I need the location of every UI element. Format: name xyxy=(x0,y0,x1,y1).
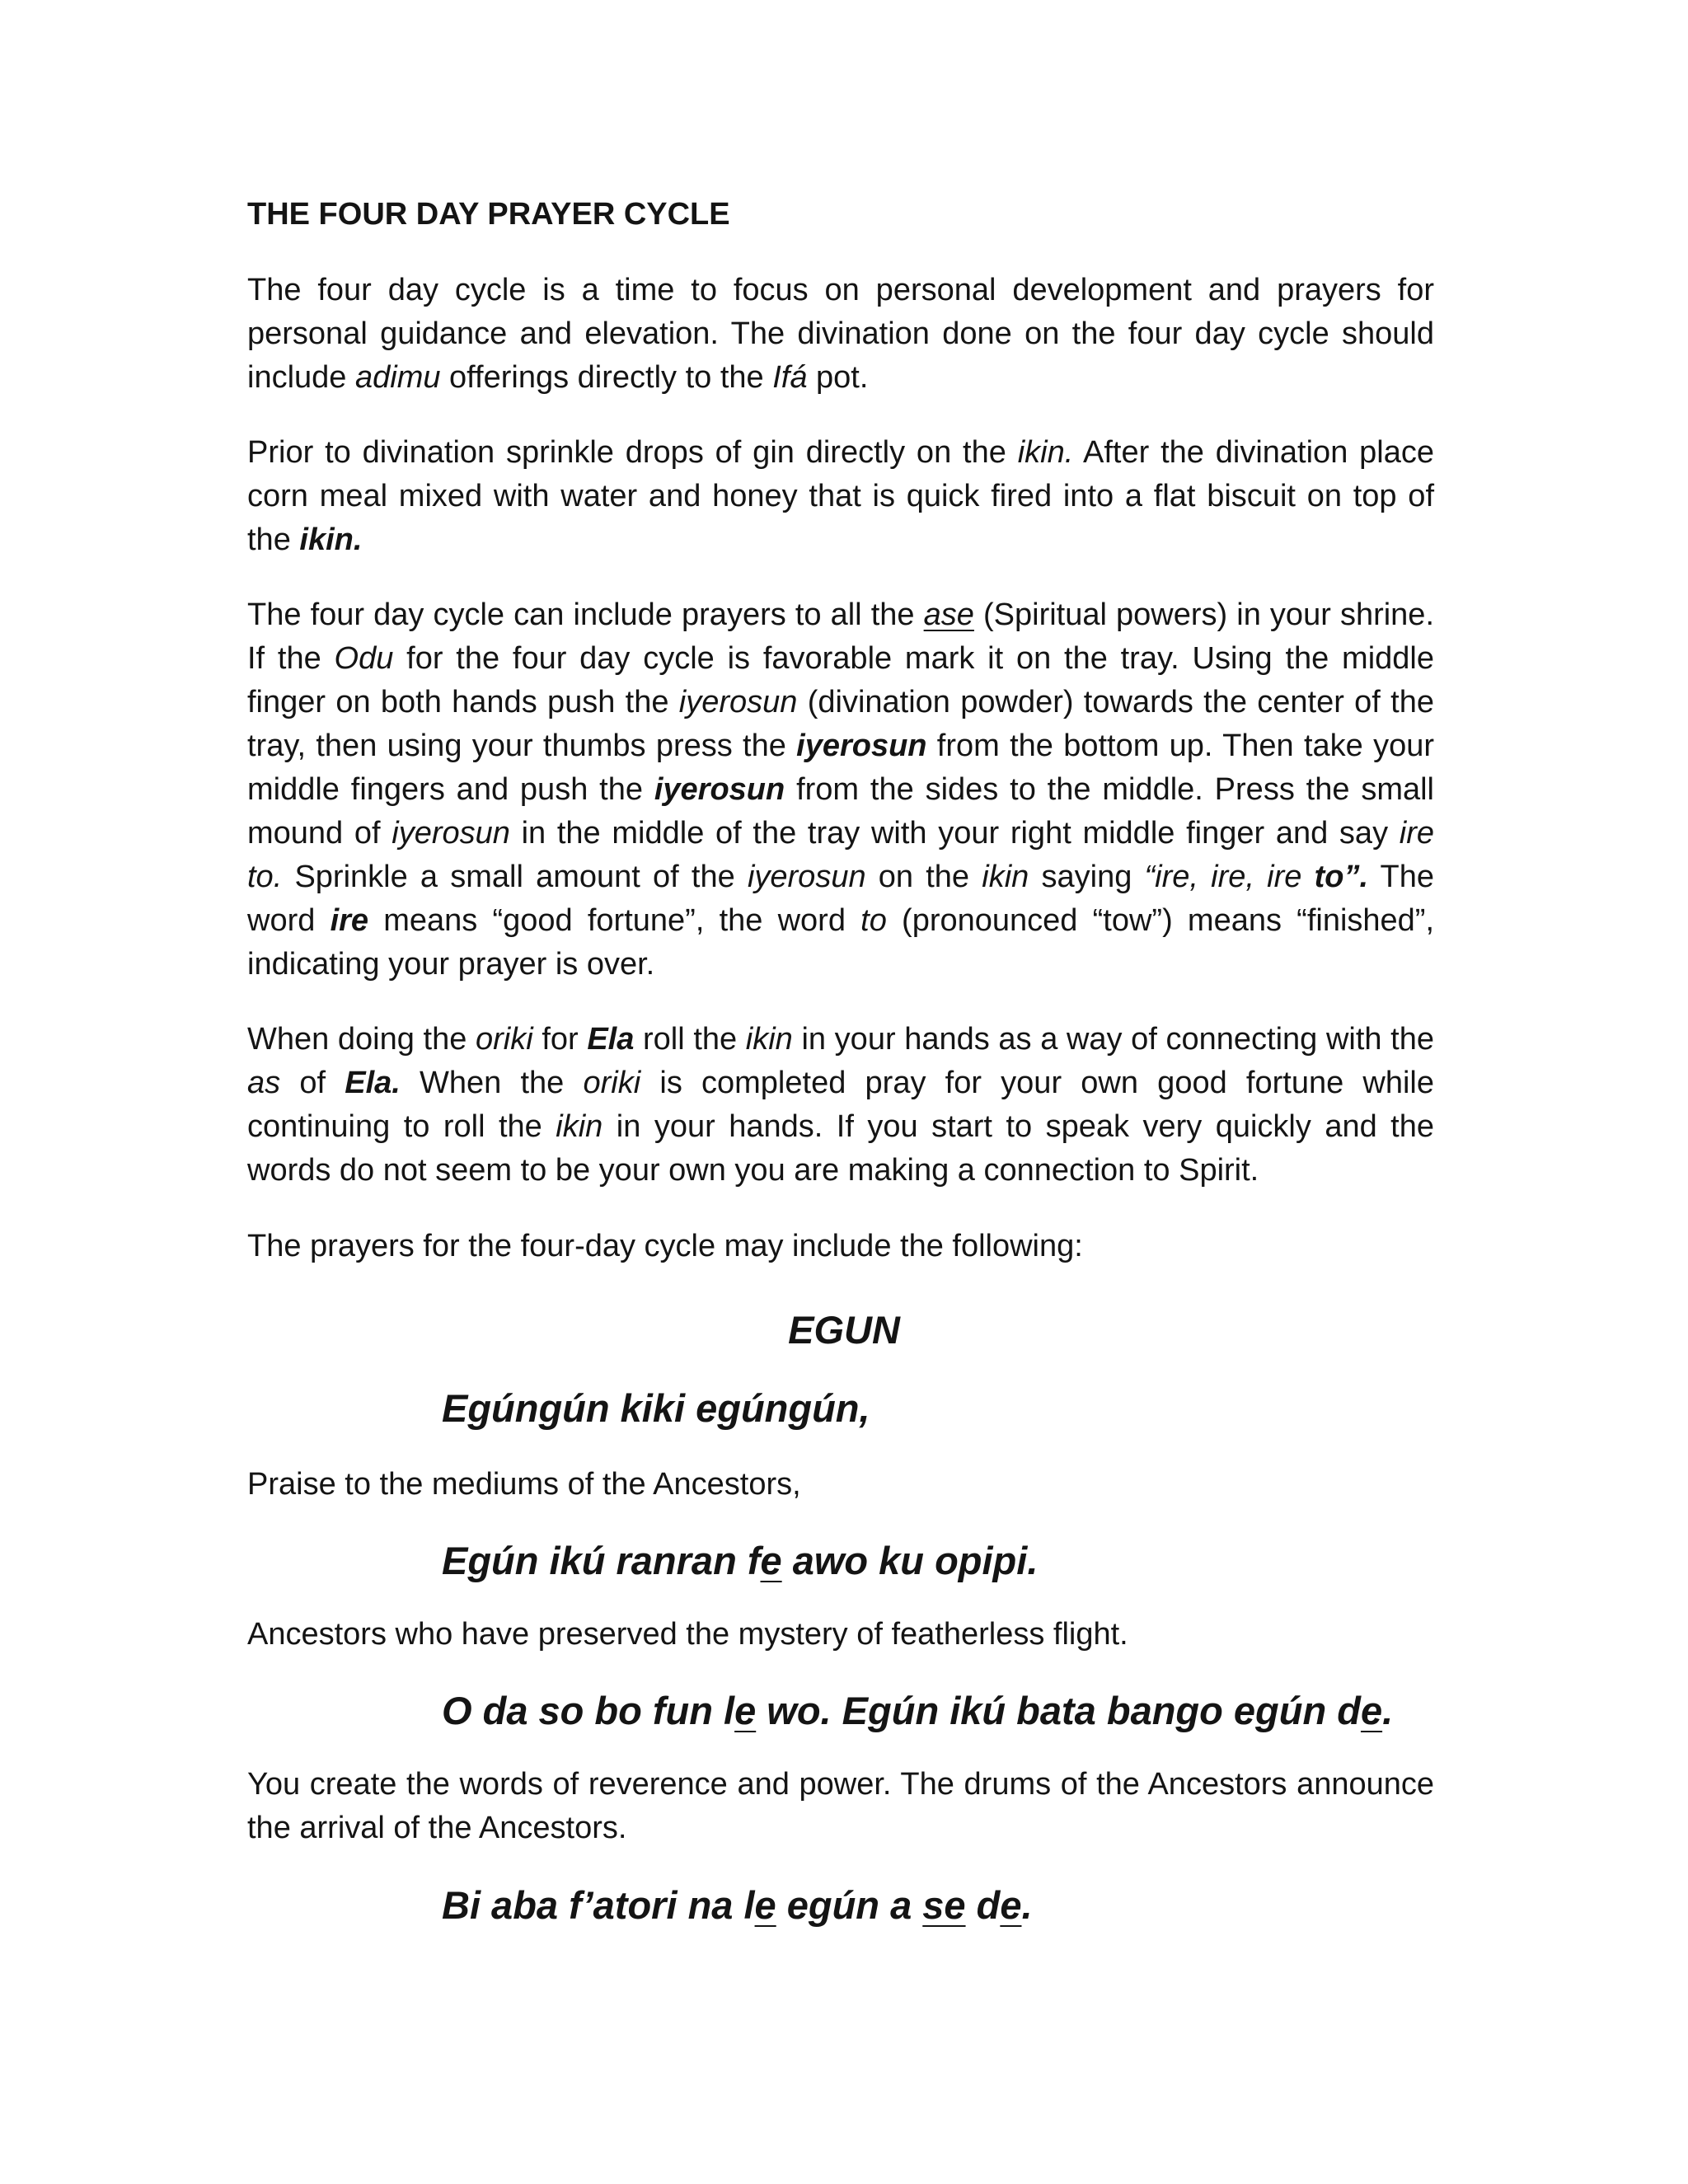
verse-line-3: O da so bo fun le wo. Egún ikú bata bango egún de. xyxy=(442,1689,1394,1732)
translation-line-1: Praise to the mediums of the Ancestors, xyxy=(247,1467,801,1502)
verse-line-2: Egún ikú ranran fe awo ku opipi. xyxy=(442,1539,1039,1582)
page-title: THE FOUR DAY PRAYER CYCLE xyxy=(247,197,730,232)
translation-line-3: You create the words of reverence and power. The drums of the Ancestors announce the arrival of the Ancestors. xyxy=(247,1767,1434,1845)
paragraph-prayers-intro: The prayers for the four-day cycle may include the following: xyxy=(247,1229,1083,1263)
translation-line-2: Ancestors who have preserved the mystery of featherless flight. xyxy=(247,1617,1128,1652)
paragraph-oriki: When doing the oriki for Ela roll the ikin in your hands as a way of connecting with the as of Ela. When the oriki is completed pray for your own good fortune while continuing to roll the ikin in your hands. If you start to speak very quickly and the words do not seem to be your own you are making a connection to Spirit. xyxy=(247,1022,1435,1188)
paragraph-iyerosun: The four day cycle can include prayers to all the ase (Spiritual powers) in your shrine. If the Odu for the four day cycle is favorable mark it on the tray. Using the middle finger on both hands push the iyerosun (divination powder) towards the center of the tray, then using your thumbs press the iyerosun from the bottom up. Then take your middle fingers and push the iyerosun from the sides to the middle. Press the small mound of iyerosun in the middle of the tray with your right middle finger and say ire to. Sprinkle a small amount of the iyerosun on the ikin saying “ire, ire, ire to”. The word ire means “good fortune”, the word to (pronounced “tow”) means “finished”, indicating your prayer is over. xyxy=(247,598,1435,982)
section-heading-egun: EGUN xyxy=(788,1308,900,1352)
paragraph-divination: Prior to divination sprinkle drops of gin directly on the ikin. After the divination place corn meal mixed with water and honey that is quick fired into a flat biscuit on top of the ikin. xyxy=(247,435,1435,557)
verse-line-4: Bi aba f’atori na le egún a se de. xyxy=(442,1883,1033,1927)
paragraph-intro: The four day cycle is a time to focus on personal development and prayers for personal guidance and elevation. The divination done on the four day cycle should include adimu offerings directly to the Ifá pot. xyxy=(247,273,1434,395)
verse-line-1: Egúngún kiki egúngún, xyxy=(442,1386,870,1430)
